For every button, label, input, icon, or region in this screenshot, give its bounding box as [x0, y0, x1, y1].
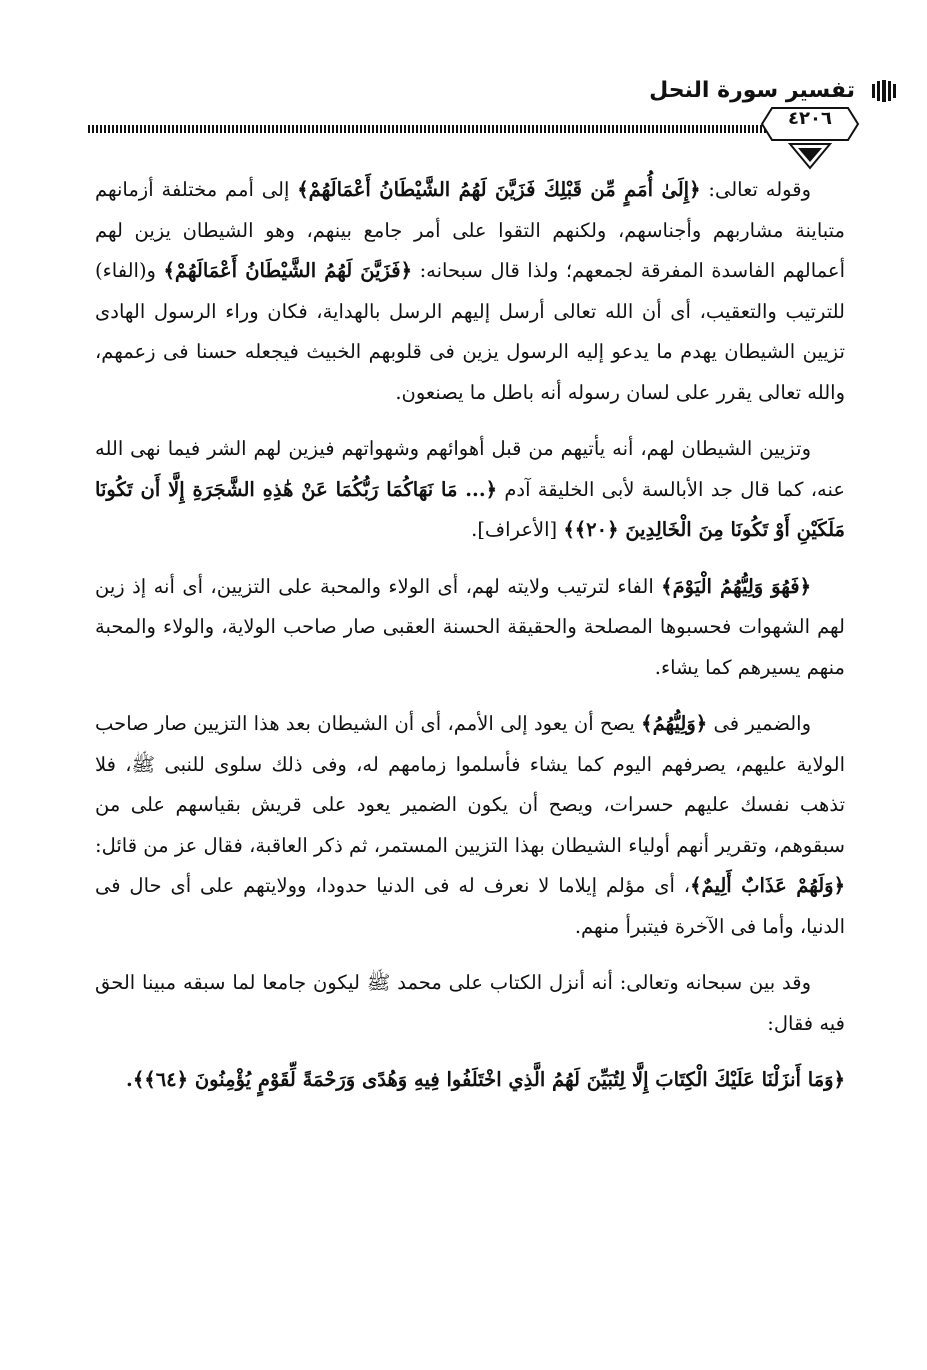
text-run: الفاء لترتيب ولايته لهم، أى الولاء والمحبة على التزيين، أى أنه إذ زين لهم الشهوات فحسبوها المصلحة والحقيقة الحسنة العقبى صار صاحب الولاية، والولاء والمحبة منهم يسيرهم كما يشاء. — [95, 574, 845, 679]
text-run: و(الفاء) للترتيب والتعقيب، أى أن الله تعالى أرسل إليهم الرسل بالهداية، فكان وراء الرسول الهادى تزيين الشيطان يهدم ما يدعو إليه الرسول يزين فى قلوبهم الخبيث فيجعله حسنا فى زعمهم، والله تعالى يقرر على لسان رسوله أنه باطل ما يصنعون. — [95, 259, 845, 404]
final-verse: ﴿وَمَا أَنزَلْنَا عَلَيْكَ الْكِتَابَ إِلَّا لِتُبَيِّنَ لَهُمُ الَّذِي اخْتَلَفُوا فِيهِ وَهُدًى وَرَحْمَةً لِّقَوْمٍ يُؤْمِنُونَ ﴿٦٤﴾﴾. — [126, 1068, 845, 1091]
text-run: والضمير فى — [707, 712, 811, 735]
header-rule — [88, 125, 768, 133]
paragraph-p2 — [95, 429, 845, 551]
text-run: وقوله تعالى: — [700, 178, 811, 201]
ornament-icon — [871, 80, 897, 102]
quran-verse: ﴿فَزَيَّنَ لَهُمُ الشَّيْطَانُ أَعْمَالَهُمْ﴾ — [163, 259, 413, 282]
running-title: تفسير سورة النحل — [649, 78, 855, 103]
quran-verse: ﴿وَلَهُمْ عَذَابٌ أَلِيمٌ﴾ — [690, 874, 845, 897]
page-body — [95, 170, 845, 1101]
paragraph-p4 — [95, 704, 845, 947]
paragraph-p3 — [95, 567, 845, 689]
quran-verse: ﴿إِلَىٰ أُمَمٍ مِّن قَبْلِكَ فَزَيَّنَ لَهُمُ الشَّيْطَانُ أَعْمَالَهُمْ﴾ — [297, 178, 701, 201]
quran-verse: ﴿فَهُوَ وَلِيُّهُمُ الْيَوْمَ﴾ — [661, 574, 811, 598]
quran-verse: ﴿وَلِيُّهُمُ﴾ — [641, 712, 708, 735]
quran-verse: ﴿... مَا نَهَاكُمَا رَبُّكُمَا عَنْ هَٰذِهِ الشَّجَرَةِ إِلَّا أَن تَكُونَا مَلَكَيْنِ أَوْ تَكُونَا مِنَ الْخَالِدِينَ ﴿٢٠﴾﴾ — [95, 477, 845, 541]
page-number: ٤٢٠٦ — [788, 108, 832, 129]
text-run: وقد بين سبحانه وتعالى: أنه أنزل الكتاب على محمد ﷺ ليكون جامعا لما سبقه مبينا الحق فيه فقال: — [95, 971, 845, 1035]
text-run: يصح أن يعود إلى الأمم، أى أن الشيطان بعد هذا التزيين صار صاحب الولاية عليهم، يصرفهم اليوم كما يشاء فأسلموا زمامهم له، وفى ذلك سلوى للنبى ﷺ، فلا تذهب نفسك عليهم حسرات، ويصح أن يكون الضمير يعود على قريش بقياسهم على من سبقوهم، وتقرير أنهم أولياء الشيطان بهذا التزيين المستمر، ثم ذكر العاقبة، فقال عز من قائل: — [95, 712, 845, 857]
paragraph-p1 — [95, 170, 845, 413]
text-run: [الأعراف]. — [471, 518, 564, 541]
paragraph-p5 — [95, 963, 845, 1044]
text-run: ، أى مؤلم إيلاما لا نعرف له فى الدنيا حدودا، وولايتهم على أى حال فى الدنيا، وأما فى الآخرة فيتبرأ منهم. — [95, 874, 845, 938]
text-run: إلى أمم مختلفة أزمانهم متباينة مشاربهم وأجناسهم، ولكنهم التقوا على أمر جامع بينهم، وهو الشيطان يزين لهم أعمالهم الفاسدة المفرقة لجمعهم؛ ولذا قال سبحانه: — [95, 178, 845, 282]
page-header — [95, 70, 855, 110]
text-run: وتزيين الشيطان لهم، أنه يأتيهم من قبل أهوائهم وشهواتهم فيزين لهم الشر فيما نهى الله عنه، كما قال جد الأبالسة لأبى الخليقة آدم — [95, 437, 845, 501]
